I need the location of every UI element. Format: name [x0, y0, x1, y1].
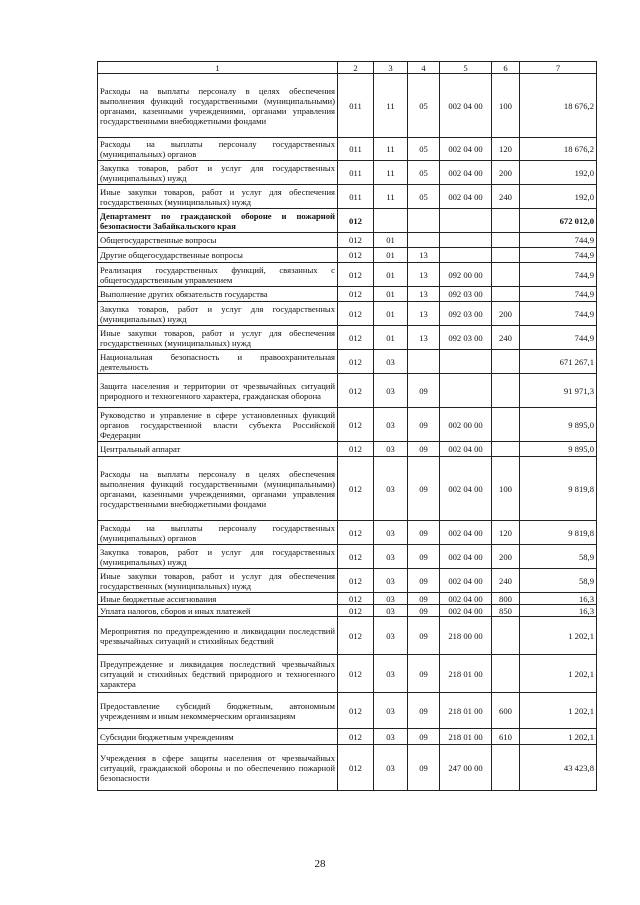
- row-col4-cell: 09: [408, 545, 440, 569]
- row-col4-cell: 05: [408, 138, 440, 161]
- row-col2-cell: 012: [338, 248, 374, 263]
- row-sum-cell: 1 202,1: [520, 693, 597, 729]
- table-row: [98, 374, 597, 408]
- row-col2-cell: 012: [338, 617, 374, 655]
- row-col6-cell: 200: [492, 302, 520, 326]
- row-col4-cell: 09: [408, 521, 440, 545]
- row-sum-cell: 58,9: [520, 545, 597, 569]
- header-col-1: 1: [98, 62, 338, 74]
- row-name-cell: Закупка товаров, работ и услуг для государственных (муниципальных) нужд: [98, 161, 338, 185]
- row-col6-cell: [492, 617, 520, 655]
- row-col2-cell: 012: [338, 521, 374, 545]
- header-col-7: 7: [520, 62, 597, 74]
- row-col2-cell: 012: [338, 605, 374, 617]
- row-name-cell: Учреждения в сфере защиты населения от чрезвычайных ситуаций, гражданской обороны и по обеспечению пожарной безопасности: [98, 745, 338, 791]
- row-col5-cell: 247 00 00: [440, 745, 492, 791]
- row-sum-cell: 9 819,8: [520, 521, 597, 545]
- row-col4-cell: 05: [408, 161, 440, 185]
- row-sum-cell: 1 202,1: [520, 729, 597, 745]
- row-sum-cell: 672 012,0: [520, 209, 597, 233]
- row-sum-cell: 18 676,2: [520, 138, 597, 161]
- table-row: [98, 617, 597, 655]
- row-col4-cell: [408, 209, 440, 233]
- table-row: [98, 693, 597, 729]
- row-name-cell: Субсидии бюджетным учреждениям: [98, 729, 338, 745]
- row-col3-cell: 01: [374, 302, 408, 326]
- row-name-cell: Защита населения и территории от чрезвычайных ситуаций природного и техногенного характера, гражданская оборона: [98, 374, 338, 408]
- row-col4-cell: 05: [408, 74, 440, 138]
- row-col3-cell: 11: [374, 138, 408, 161]
- row-sum-cell: 1 202,1: [520, 617, 597, 655]
- row-sum-cell: 192,0: [520, 185, 597, 209]
- row-col3-cell: 11: [374, 74, 408, 138]
- table-body: [98, 74, 597, 791]
- row-sum-cell: 744,9: [520, 263, 597, 287]
- row-col6-cell: [492, 248, 520, 263]
- row-col3-cell: 03: [374, 442, 408, 457]
- row-col4-cell: 09: [408, 374, 440, 408]
- row-name-cell: Расходы на выплаты персоналу государственных (муниципальных) органов: [98, 138, 338, 161]
- row-col4-cell: 13: [408, 263, 440, 287]
- row-col2-cell: 012: [338, 209, 374, 233]
- table-row: [98, 729, 597, 745]
- row-col3-cell: 03: [374, 655, 408, 693]
- row-col6-cell: 240: [492, 185, 520, 209]
- row-col6-cell: 800: [492, 593, 520, 605]
- header-col-6: 6: [492, 62, 520, 74]
- row-col5-cell: 218 01 00: [440, 729, 492, 745]
- row-col2-cell: 012: [338, 569, 374, 593]
- header-col-5: 5: [440, 62, 492, 74]
- row-col3-cell: 03: [374, 605, 408, 617]
- row-col6-cell: [492, 374, 520, 408]
- row-col5-cell: [440, 233, 492, 248]
- row-col5-cell: 092 03 00: [440, 326, 492, 350]
- row-name-cell: Департамент по гражданской обороне и пожарной безопасности Забайкальского края: [98, 209, 338, 233]
- row-sum-cell: 58,9: [520, 569, 597, 593]
- table-row: [98, 74, 597, 138]
- row-col3-cell: [374, 209, 408, 233]
- row-col2-cell: 012: [338, 408, 374, 442]
- row-col2-cell: 012: [338, 729, 374, 745]
- row-name-cell: Предоставление субсидий бюджетным, автономным учреждениям и иным некоммерческим организациям: [98, 693, 338, 729]
- row-col5-cell: 218 00 00: [440, 617, 492, 655]
- row-name-cell: Закупка товаров, работ и услуг для государственных (муниципальных) нужд: [98, 545, 338, 569]
- table-row: [98, 233, 597, 248]
- header-col-4: 4: [408, 62, 440, 74]
- row-col4-cell: 09: [408, 729, 440, 745]
- table-row: [98, 457, 597, 521]
- table-row: [98, 408, 597, 442]
- row-col3-cell: 03: [374, 745, 408, 791]
- row-col4-cell: 09: [408, 605, 440, 617]
- row-col3-cell: 11: [374, 161, 408, 185]
- row-name-cell: Иные закупки товаров, работ и услуг для обеспечения государственных (муниципальных) нужд: [98, 569, 338, 593]
- row-col4-cell: 13: [408, 287, 440, 302]
- row-name-cell: Предупреждение и ликвидация последствий чрезвычайных ситуаций и стихийных бедствий природного и техногенного характера: [98, 655, 338, 693]
- table-row: [98, 287, 597, 302]
- row-col2-cell: 012: [338, 693, 374, 729]
- page-number: 28: [314, 858, 326, 870]
- row-sum-cell: 744,9: [520, 287, 597, 302]
- table-row: [98, 185, 597, 209]
- row-col3-cell: 01: [374, 248, 408, 263]
- row-sum-cell: 91 971,3: [520, 374, 597, 408]
- row-sum-cell: 744,9: [520, 326, 597, 350]
- row-col5-cell: 002 04 00: [440, 442, 492, 457]
- table-header-row: [98, 62, 597, 74]
- row-col4-cell: 05: [408, 185, 440, 209]
- row-col5-cell: 002 04 00: [440, 569, 492, 593]
- row-col6-cell: [492, 350, 520, 374]
- row-col5-cell: 002 04 00: [440, 161, 492, 185]
- row-col5-cell: [440, 248, 492, 263]
- row-name-cell: Иные бюджетные ассигнования: [98, 593, 338, 605]
- table-row: [98, 569, 597, 593]
- row-col5-cell: 002 04 00: [440, 605, 492, 617]
- row-col5-cell: 002 04 00: [440, 185, 492, 209]
- row-name-cell: Иные закупки товаров, работ и услуг для обеспечения государственных (муниципальных) нужд: [98, 326, 338, 350]
- row-name-cell: Национальная безопасность и правоохранительная деятельность: [98, 350, 338, 374]
- row-col2-cell: 011: [338, 138, 374, 161]
- row-col3-cell: 11: [374, 185, 408, 209]
- row-col6-cell: 200: [492, 161, 520, 185]
- row-col5-cell: [440, 209, 492, 233]
- table-row: [98, 161, 597, 185]
- row-col5-cell: 002 00 00: [440, 408, 492, 442]
- row-col5-cell: 218 01 00: [440, 655, 492, 693]
- row-col2-cell: 012: [338, 326, 374, 350]
- row-col4-cell: 09: [408, 693, 440, 729]
- row-col3-cell: 03: [374, 693, 408, 729]
- row-col2-cell: 011: [338, 161, 374, 185]
- table-row: [98, 593, 597, 605]
- table-row: [98, 521, 597, 545]
- row-col3-cell: 01: [374, 233, 408, 248]
- row-col6-cell: 120: [492, 521, 520, 545]
- row-col3-cell: 03: [374, 457, 408, 521]
- row-sum-cell: 671 267,1: [520, 350, 597, 374]
- row-col6-cell: [492, 442, 520, 457]
- row-col4-cell: [408, 233, 440, 248]
- table-row: [98, 209, 597, 233]
- row-col5-cell: 218 01 00: [440, 693, 492, 729]
- row-col6-cell: 850: [492, 605, 520, 617]
- row-sum-cell: 744,9: [520, 248, 597, 263]
- row-sum-cell: 192,0: [520, 161, 597, 185]
- row-col6-cell: [492, 408, 520, 442]
- row-col5-cell: 002 04 00: [440, 74, 492, 138]
- table-row: [98, 248, 597, 263]
- row-col4-cell: 09: [408, 569, 440, 593]
- table-row: [98, 655, 597, 693]
- row-col3-cell: 03: [374, 374, 408, 408]
- row-col2-cell: 012: [338, 374, 374, 408]
- row-col3-cell: 01: [374, 263, 408, 287]
- row-sum-cell: 744,9: [520, 302, 597, 326]
- row-col6-cell: 100: [492, 457, 520, 521]
- row-col4-cell: 13: [408, 302, 440, 326]
- table-row: [98, 605, 597, 617]
- table-row: [98, 350, 597, 374]
- row-sum-cell: 9 895,0: [520, 408, 597, 442]
- row-name-cell: Центральный аппарат: [98, 442, 338, 457]
- row-name-cell: Выполнение других обязательств государства: [98, 287, 338, 302]
- row-col2-cell: 012: [338, 302, 374, 326]
- row-col5-cell: [440, 350, 492, 374]
- row-col2-cell: 012: [338, 457, 374, 521]
- row-col6-cell: 120: [492, 138, 520, 161]
- row-sum-cell: 9 819,8: [520, 457, 597, 521]
- row-name-cell: Иные закупки товаров, работ и услуг для обеспечения государственных (муниципальных) нужд: [98, 185, 338, 209]
- row-col6-cell: 200: [492, 545, 520, 569]
- row-name-cell: Уплата налогов, сборов и иных платежей: [98, 605, 338, 617]
- row-name-cell: Расходы на выплаты персоналу государственных (муниципальных) органов: [98, 521, 338, 545]
- row-col5-cell: 092 00 00: [440, 263, 492, 287]
- row-col4-cell: 09: [408, 457, 440, 521]
- table-row: [98, 326, 597, 350]
- row-sum-cell: 1 202,1: [520, 655, 597, 693]
- row-col5-cell: 002 04 00: [440, 457, 492, 521]
- row-col3-cell: 03: [374, 350, 408, 374]
- row-col4-cell: 09: [408, 745, 440, 791]
- row-col4-cell: 13: [408, 248, 440, 263]
- row-col5-cell: 092 03 00: [440, 287, 492, 302]
- row-sum-cell: 9 895,0: [520, 442, 597, 457]
- table-row: [98, 302, 597, 326]
- row-col6-cell: [492, 209, 520, 233]
- row-col6-cell: [492, 233, 520, 248]
- row-sum-cell: 744,9: [520, 233, 597, 248]
- row-col6-cell: 600: [492, 693, 520, 729]
- row-name-cell: Мероприятия по предупреждению и ликвидации последствий чрезвычайных ситуаций и стихийных бедствий: [98, 617, 338, 655]
- row-name-cell: Закупка товаров, работ и услуг для государственных (муниципальных) нужд: [98, 302, 338, 326]
- table-row: [98, 263, 597, 287]
- row-sum-cell: 16,3: [520, 593, 597, 605]
- row-col5-cell: 002 04 00: [440, 545, 492, 569]
- row-col6-cell: [492, 263, 520, 287]
- row-col5-cell: [440, 374, 492, 408]
- row-col4-cell: 09: [408, 593, 440, 605]
- row-col2-cell: 012: [338, 233, 374, 248]
- row-sum-cell: 18 676,2: [520, 74, 597, 138]
- row-name-cell: Другие общегосударственные вопросы: [98, 248, 338, 263]
- row-col2-cell: 012: [338, 442, 374, 457]
- budget-table-container: [97, 61, 596, 791]
- row-sum-cell: 16,3: [520, 605, 597, 617]
- row-name-cell: Расходы на выплаты персоналу в целях обеспечения выполнения функций государственными (муниципальными) органами, казенными учреждениями, органами управления государственными внебюджетными фондами: [98, 457, 338, 521]
- row-col2-cell: 011: [338, 74, 374, 138]
- row-col3-cell: 01: [374, 287, 408, 302]
- row-col3-cell: 03: [374, 521, 408, 545]
- row-col3-cell: 01: [374, 326, 408, 350]
- row-col5-cell: 092 03 00: [440, 302, 492, 326]
- row-col5-cell: 002 04 00: [440, 138, 492, 161]
- row-col2-cell: 011: [338, 185, 374, 209]
- row-col6-cell: [492, 745, 520, 791]
- row-col2-cell: 012: [338, 263, 374, 287]
- row-col3-cell: 03: [374, 408, 408, 442]
- row-col6-cell: 610: [492, 729, 520, 745]
- row-col4-cell: 09: [408, 408, 440, 442]
- row-col6-cell: 240: [492, 326, 520, 350]
- table-row: [98, 745, 597, 791]
- row-name-cell: Реализация государственных функций, связанных с общегосударственным управлением: [98, 263, 338, 287]
- row-col2-cell: 012: [338, 545, 374, 569]
- row-col6-cell: [492, 287, 520, 302]
- row-col4-cell: 09: [408, 655, 440, 693]
- row-col4-cell: 09: [408, 442, 440, 457]
- row-name-cell: Расходы на выплаты персоналу в целях обеспечения выполнения функций государственными (муниципальными) органами, казенными учреждениями, органами управления государственными внебюджетными фондами: [98, 74, 338, 138]
- row-col2-cell: 012: [338, 287, 374, 302]
- row-col3-cell: 03: [374, 593, 408, 605]
- table-row: [98, 442, 597, 457]
- row-col3-cell: 03: [374, 545, 408, 569]
- row-col6-cell: 240: [492, 569, 520, 593]
- table-row: [98, 545, 597, 569]
- header-col-3: 3: [374, 62, 408, 74]
- table-row: [98, 138, 597, 161]
- budget-table: [97, 61, 597, 791]
- row-col2-cell: 012: [338, 655, 374, 693]
- row-name-cell: Руководство и управление в сфере установленных функций органов государственной власти субъекта Российской Федерации: [98, 408, 338, 442]
- row-col2-cell: 012: [338, 593, 374, 605]
- row-col5-cell: 002 04 00: [440, 521, 492, 545]
- row-col2-cell: 012: [338, 350, 374, 374]
- row-col4-cell: 09: [408, 617, 440, 655]
- row-col5-cell: 002 04 00: [440, 593, 492, 605]
- row-col3-cell: 03: [374, 569, 408, 593]
- row-col6-cell: [492, 655, 520, 693]
- row-col4-cell: [408, 350, 440, 374]
- row-col4-cell: 13: [408, 326, 440, 350]
- row-col6-cell: 100: [492, 74, 520, 138]
- header-col-2: 2: [338, 62, 374, 74]
- row-name-cell: Общегосударственные вопросы: [98, 233, 338, 248]
- row-col2-cell: 012: [338, 745, 374, 791]
- row-col3-cell: 03: [374, 729, 408, 745]
- row-sum-cell: 43 423,8: [520, 745, 597, 791]
- row-col3-cell: 03: [374, 617, 408, 655]
